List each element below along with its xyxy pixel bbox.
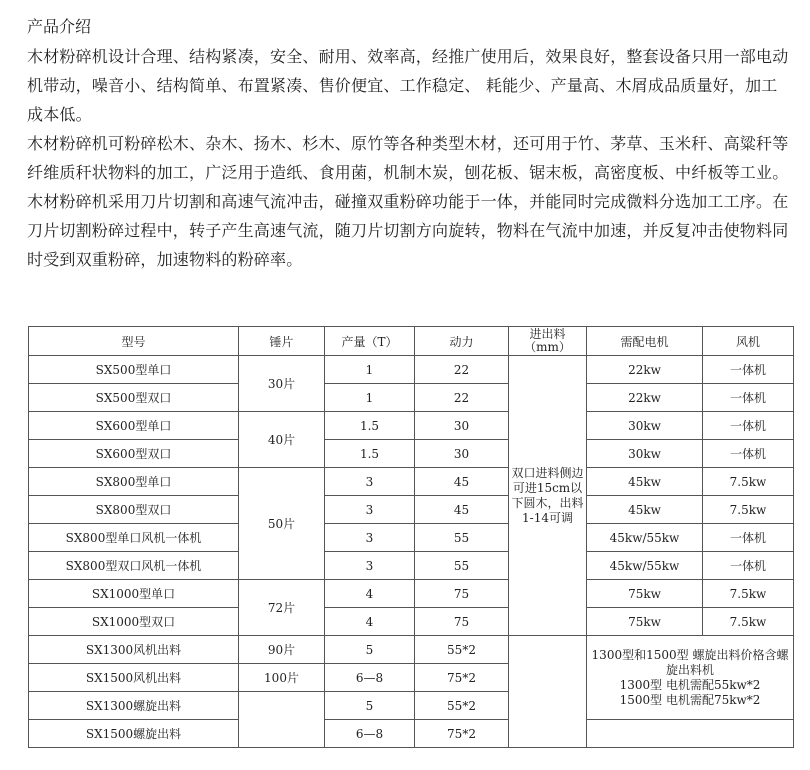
cell-power: 55*2 bbox=[415, 692, 509, 720]
table-row bbox=[29, 580, 794, 608]
cell-fan: 7.5kw bbox=[703, 580, 794, 608]
cell-fan: 7.5kw bbox=[703, 608, 794, 636]
cell-fan: 一体机 bbox=[703, 552, 794, 580]
cell-output: 5 bbox=[325, 692, 415, 720]
cell-fan: 一体机 bbox=[703, 356, 794, 384]
cell-output: 3 bbox=[325, 496, 415, 524]
cell-power: 55*2 bbox=[415, 636, 509, 664]
cell-power: 75*2 bbox=[415, 720, 509, 748]
cell-fan: 一体机 bbox=[703, 440, 794, 468]
cell-motor: 75kw bbox=[587, 608, 703, 636]
table-row bbox=[29, 440, 794, 468]
cell-model: SX800型双口 bbox=[29, 496, 239, 524]
cell-output: 4 bbox=[325, 580, 415, 608]
cell-model: SX500型双口 bbox=[29, 384, 239, 412]
table-row bbox=[29, 384, 794, 412]
table-row bbox=[29, 468, 794, 496]
col-header-power: 动力 bbox=[415, 327, 509, 356]
table-header-row bbox=[29, 327, 794, 356]
cell-large-note bbox=[587, 636, 794, 720]
large-note-line: 1300型 电机需配55kw*2 bbox=[619, 677, 761, 692]
intro-title: 产品介绍 bbox=[27, 17, 92, 36]
cell-model: SX1000型单口 bbox=[29, 580, 239, 608]
cell-output: 6—8 bbox=[325, 664, 415, 692]
cell-fan: 一体机 bbox=[703, 524, 794, 552]
table-row bbox=[29, 356, 794, 384]
large-note-line: 1500型 电机需配75kw*2 bbox=[619, 692, 761, 707]
cell-output: 1 bbox=[325, 356, 415, 384]
col-header-output: 产量（T） bbox=[325, 327, 415, 356]
cell-blades-empty bbox=[239, 692, 325, 748]
product-intro bbox=[27, 14, 792, 274]
intro-paragraph: 木材粉碎机可粉碎松木、杂木、扬木、杉木、原竹等各种类型木材，还可用于竹、茅草、玉米秆、高粱秆等纤维质秆状物料的加工，广泛用于造纸、食用菌，机制木炭，刨花板、锯末板，高密度板、中纤板等工业。 bbox=[27, 134, 789, 182]
cell-motor: 22kw bbox=[587, 356, 703, 384]
cell-blades: 50片 bbox=[239, 468, 325, 580]
intro-paragraph: 木材粉碎机设计合理、结构紧凑，安全、耐用、效率高，经推广使用后，效果良好，整套设备只用一部电动机带动，噪音小、结构简单、布置紧凑、售价便宜、工作稳定、 耗能少、产量高、木屑成品质量好，加工成本低。 bbox=[27, 47, 789, 124]
col-header-fan: 风机 bbox=[703, 327, 794, 356]
cell-model: SX1300风机出料 bbox=[29, 636, 239, 664]
cell-fan: 一体机 bbox=[703, 384, 794, 412]
cell-blades: 90片 bbox=[239, 636, 325, 664]
cell-power: 30 bbox=[415, 412, 509, 440]
table-row bbox=[29, 636, 794, 664]
feed-note-line: 下圆木，出料 bbox=[511, 495, 584, 510]
intro-paragraph: 木材粉碎机采用刀片切割和高速气流冲击，碰撞双重粉碎功能于一体，并能同时完成微料分选加工工序。在刀片切割粉碎过程中，转子产生高速气流，随刀片切割方向旋转，物料在气流中加速，并反复冲击使物料同时受到双重粉碎，加速物料的粉碎率。 bbox=[27, 192, 789, 269]
cell-motor: 45kw bbox=[587, 496, 703, 524]
cell-motor: 45kw/55kw bbox=[587, 524, 703, 552]
cell-power: 55 bbox=[415, 552, 509, 580]
large-note-line: 旋出料机 bbox=[665, 662, 714, 677]
feed-note-line: 1-14可调 bbox=[522, 510, 573, 525]
cell-model: SX1500螺旋出料 bbox=[29, 720, 239, 748]
cell-output: 3 bbox=[325, 552, 415, 580]
cell-model: SX1000型双口 bbox=[29, 608, 239, 636]
col-header-motor: 需配电机 bbox=[587, 327, 703, 356]
cell-power: 45 bbox=[415, 468, 509, 496]
feed-header-line: （mm） bbox=[524, 340, 571, 354]
feed-header-line: 进出料 bbox=[529, 327, 566, 341]
cell-model: SX500型单口 bbox=[29, 356, 239, 384]
table-row bbox=[29, 608, 794, 636]
cell-blades: 40片 bbox=[239, 412, 325, 468]
cell-output: 6—8 bbox=[325, 720, 415, 748]
cell-motor: 30kw bbox=[587, 412, 703, 440]
cell-output: 5 bbox=[325, 636, 415, 664]
cell-blades: 72片 bbox=[239, 580, 325, 636]
col-header-model: 型号 bbox=[29, 327, 239, 356]
cell-output: 1 bbox=[325, 384, 415, 412]
cell-model: SX1300螺旋出料 bbox=[29, 692, 239, 720]
feed-note-line: 可进15cm以 bbox=[512, 480, 583, 495]
cell-feed-empty bbox=[509, 636, 587, 748]
cell-model: SX800型单口风机一体机 bbox=[29, 524, 239, 552]
large-note-line: 1300型和1500型 螺旋出料价格含螺 bbox=[591, 647, 789, 662]
cell-power: 22 bbox=[415, 384, 509, 412]
cell-power: 45 bbox=[415, 496, 509, 524]
cell-output: 3 bbox=[325, 468, 415, 496]
col-header-blades: 锤片 bbox=[239, 327, 325, 356]
spec-table bbox=[28, 326, 794, 748]
cell-output: 3 bbox=[325, 524, 415, 552]
cell-empty bbox=[587, 720, 794, 748]
cell-blades: 100片 bbox=[239, 664, 325, 692]
cell-power: 75 bbox=[415, 580, 509, 608]
cell-power: 75*2 bbox=[415, 664, 509, 692]
cell-motor: 30kw bbox=[587, 440, 703, 468]
cell-output: 1.5 bbox=[325, 412, 415, 440]
cell-blades: 30片 bbox=[239, 356, 325, 412]
table-row bbox=[29, 496, 794, 524]
cell-model: SX1500风机出料 bbox=[29, 664, 239, 692]
cell-model: SX600型双口 bbox=[29, 440, 239, 468]
cell-fan: 7.5kw bbox=[703, 468, 794, 496]
table-row bbox=[29, 412, 794, 440]
cell-model: SX600型单口 bbox=[29, 412, 239, 440]
col-header-feed bbox=[509, 327, 587, 356]
cell-power: 30 bbox=[415, 440, 509, 468]
cell-motor: 75kw bbox=[587, 580, 703, 608]
cell-model: SX800型单口 bbox=[29, 468, 239, 496]
cell-feed-note bbox=[509, 356, 587, 636]
cell-output: 1.5 bbox=[325, 440, 415, 468]
cell-model: SX800型双口风机一体机 bbox=[29, 552, 239, 580]
cell-motor: 45kw/55kw bbox=[587, 552, 703, 580]
table-row bbox=[29, 524, 794, 552]
table-row bbox=[29, 720, 794, 748]
cell-power: 75 bbox=[415, 608, 509, 636]
cell-motor: 22kw bbox=[587, 384, 703, 412]
cell-power: 22 bbox=[415, 356, 509, 384]
cell-fan: 一体机 bbox=[703, 412, 794, 440]
feed-note-line: 双口进料侧边 bbox=[511, 465, 584, 480]
cell-fan: 7.5kw bbox=[703, 496, 794, 524]
cell-motor: 45kw bbox=[587, 468, 703, 496]
cell-output: 4 bbox=[325, 608, 415, 636]
table-row bbox=[29, 552, 794, 580]
cell-power: 55 bbox=[415, 524, 509, 552]
